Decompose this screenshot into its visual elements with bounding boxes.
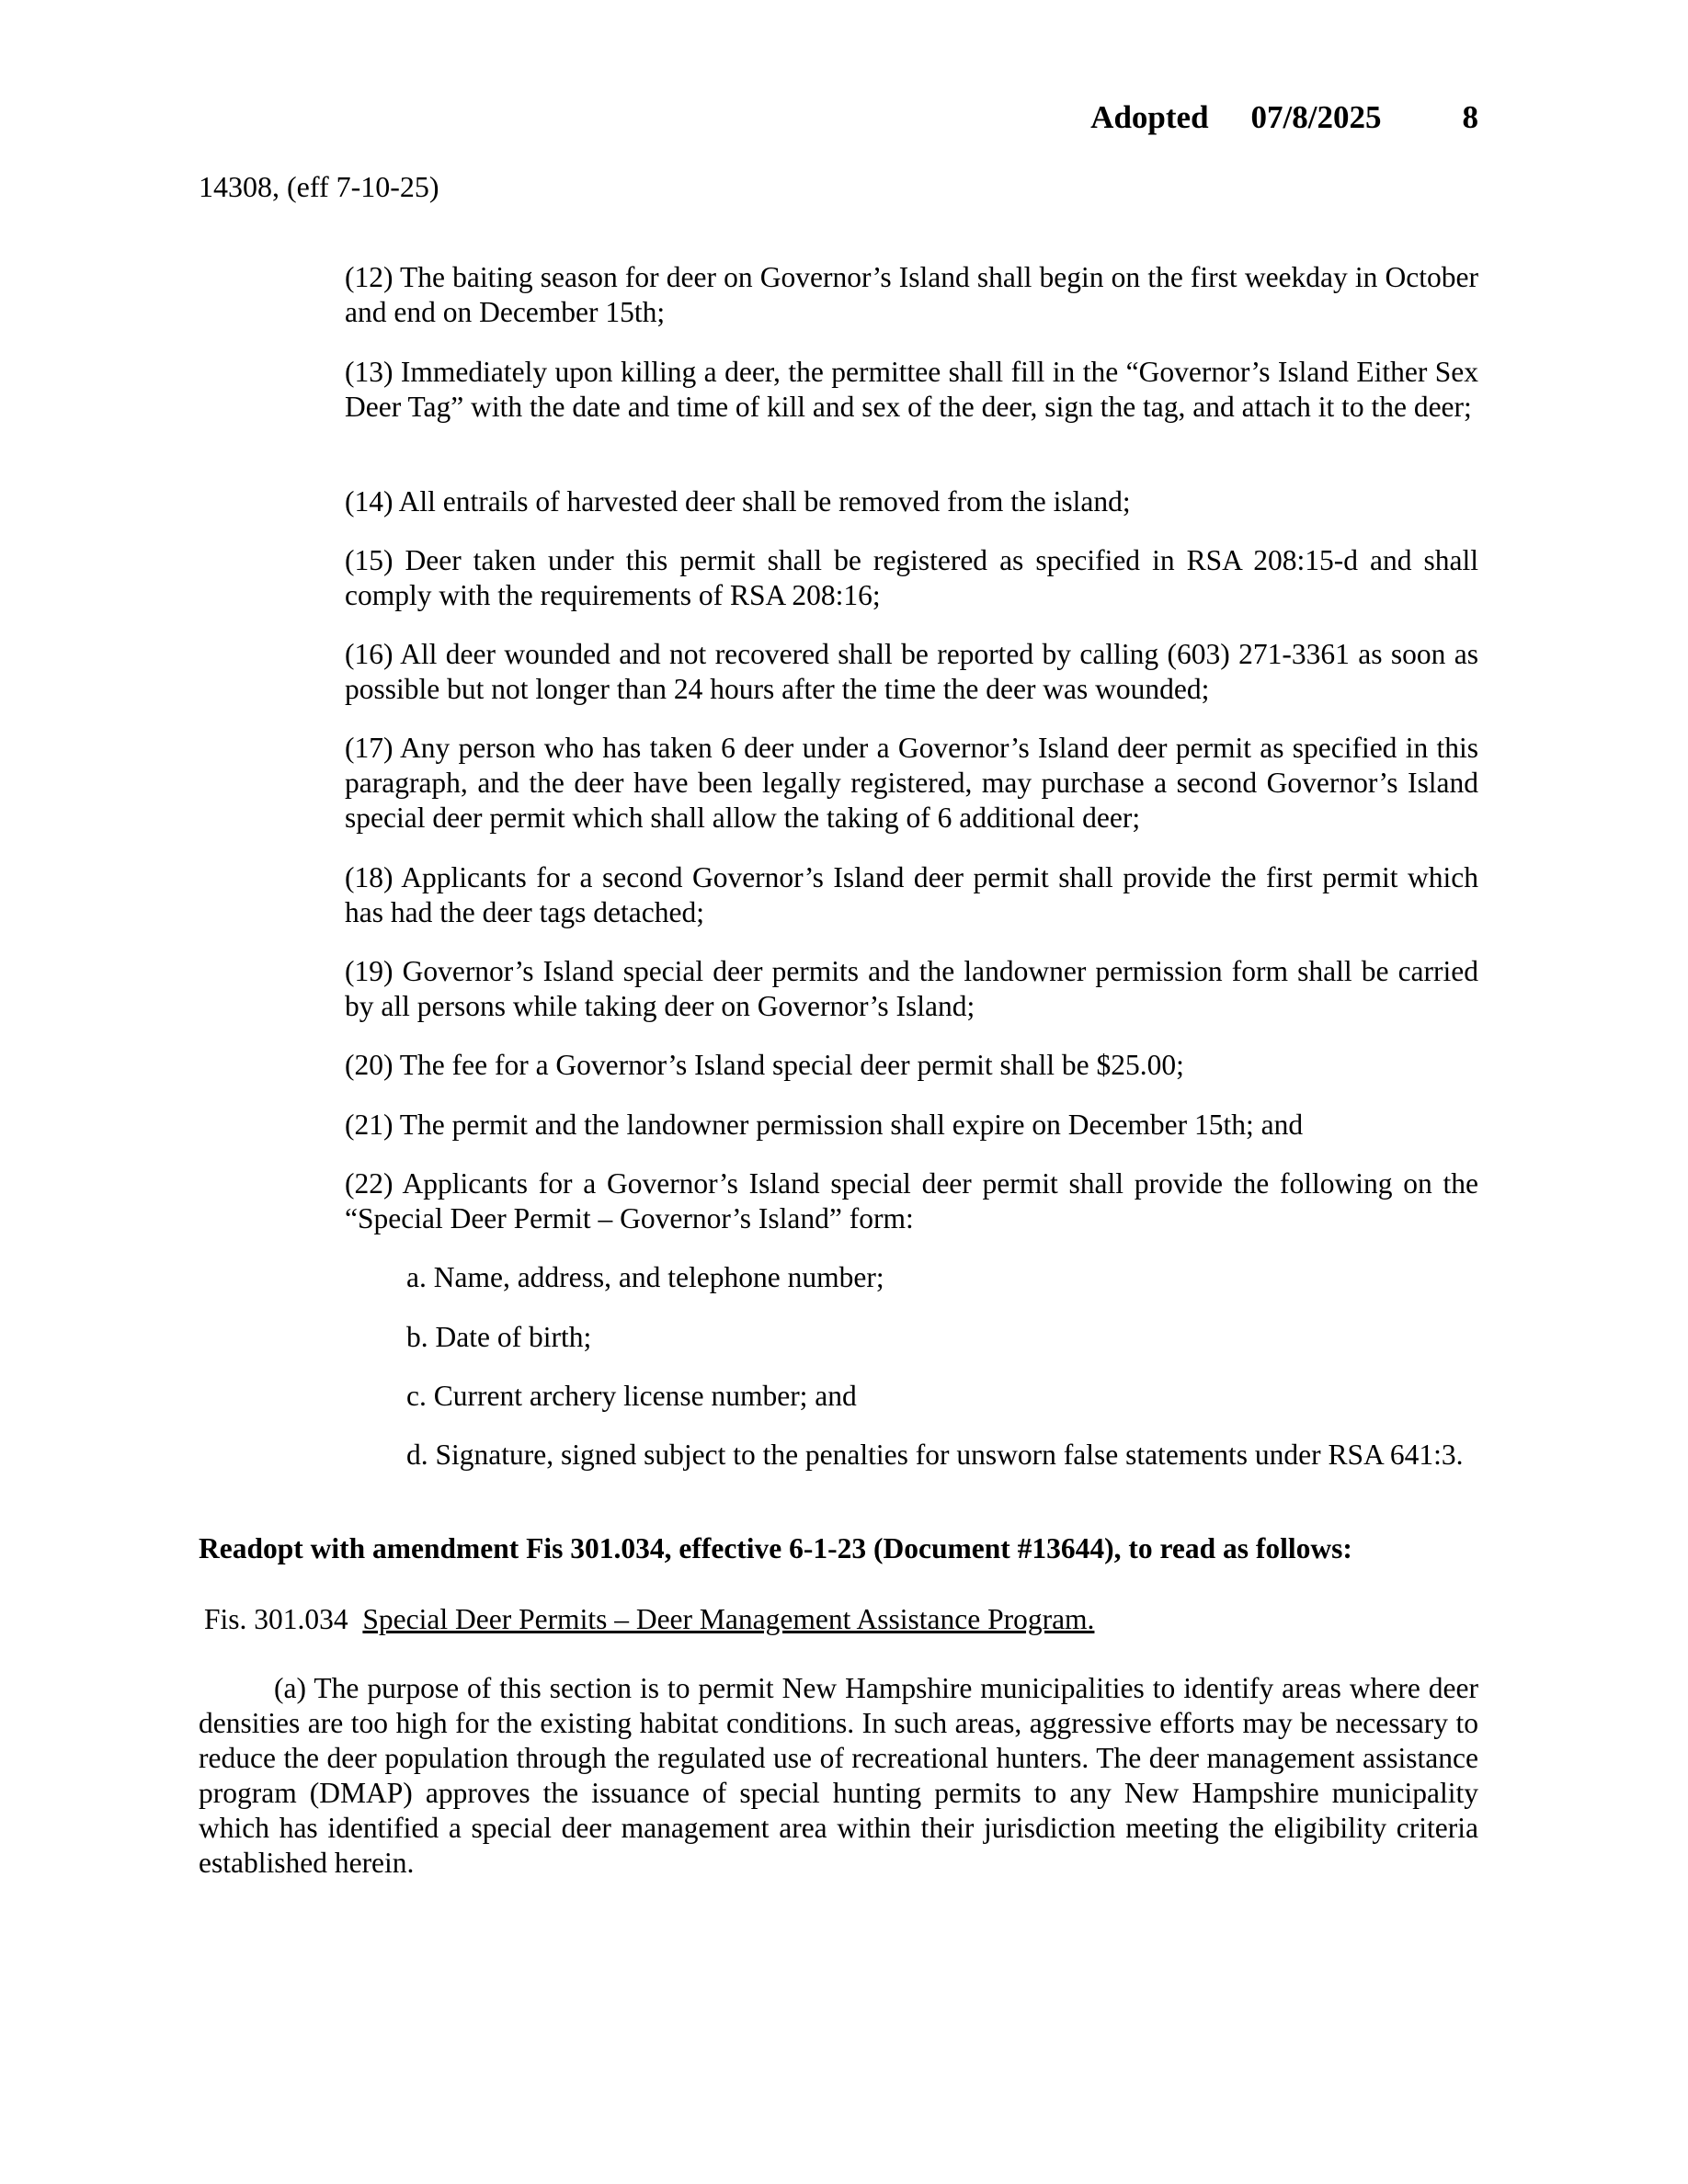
rule-item-20: (20) The fee for a Governor’s Island special deer permit shall be $25.00; [345,1049,1184,1081]
rule-item-16: (16) All deer wounded and not recovered shall be reported by calling (603) 271-3361 as soon as possible but not longer than 24 hours after the time the deer was wounded; [345,638,1478,705]
rule-item-22: (22) Applicants for a Governor’s Island special deer permit shall provide the following on the “Special Deer Permit – Governor’s Island” form: [345,1167,1478,1234]
page-header [1090,99,1478,136]
subitem-b: b. Date of birth; [406,1321,592,1353]
subitem-a: a. Name, address, and telephone number; [406,1261,884,1293]
subitem-c: c. Current archery license number; and [406,1380,857,1412]
adoption-date: 07/8/2025 [1250,99,1382,135]
rule-item-18: (18) Applicants for a second Governor’s Island deer permit shall provide the first permit which has had the deer tags detached; [345,861,1478,928]
section-title: Special Deer Permits – Deer Management Assistance Program. [362,1603,1095,1635]
page-number: 8 [1462,99,1478,135]
subitem-d: d. Signature, signed subject to the penalties for unsworn false statements under RSA 641:3. [406,1439,1464,1471]
rule-item-19: (19) Governor’s Island special deer permits and the landowner permission form shall be carried by all persons while taking deer on Governor’s Island; [345,955,1478,1022]
readopt-instruction: Readopt with amendment Fis 301.034, effective 6-1-23 (Document #13644), to read as follows: [199,1532,1352,1564]
rule-item-17: (17) Any person who has taken 6 deer under a Governor’s Island deer permit as specified in this paragraph, and the deer have been legally registered, may purchase a second Governor’s Island special deer permit which shall allow the taking of 6 additional deer; [345,732,1478,834]
rule-item-21: (21) The permit and the landowner permission shall expire on December 15th; and [345,1109,1304,1141]
section-paragraph-a: (a) The purpose of this section is to permit New Hampshire municipalities to identify areas where deer densities are too high for the existing habitat conditions. In such areas, aggressive efforts may be necessary to reduce the deer population through the regulated use of recreational hunters. The deer management assistance program (DMAP) approves the issuance of special hunting permits to any New Hampshire municipality which has identified a special deer management area within their jurisdiction meeting the eligibility criteria established herein. [199,1672,1478,1879]
rule-item-12: (12) The baiting season for deer on Governor’s Island shall begin on the first weekday in October and end on December 15th; [345,261,1478,328]
section-number: Fis. 301.034 [204,1603,348,1635]
document-reference: 14308, (eff 7-10-25) [199,170,439,203]
rule-item-15: (15) Deer taken under this permit shall be registered as specified in RSA 208:15-d and shall comply with the requirements of RSA 208:16; [345,544,1478,611]
rule-item-13: (13) Immediately upon killing a deer, the permittee shall fill in the “Governor’s Island Either Sex Deer Tag” with the date and time of kill and sex of the deer, sign the tag, and attach it to the deer; [345,356,1478,423]
rule-item-14: (14) All entrails of harvested deer shall be removed from the island; [345,485,1131,518]
section-heading [204,1602,1484,1637]
adoption-status: Adopted [1090,99,1209,135]
